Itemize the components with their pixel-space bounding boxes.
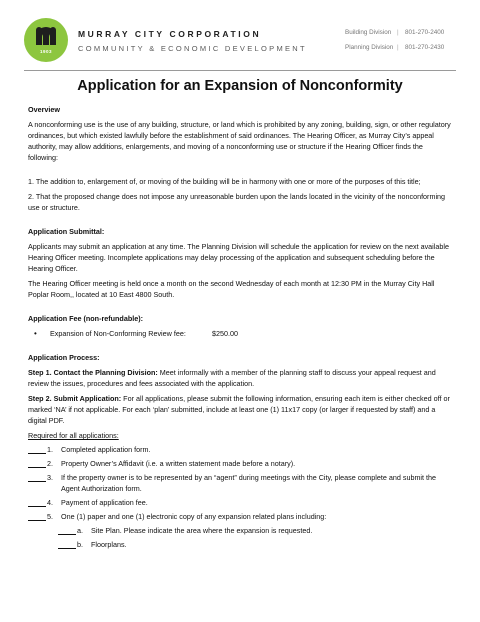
header-divider — [24, 70, 456, 71]
check-blank[interactable] — [58, 525, 76, 535]
page-title: Application for an Expansion of Nonconformity — [77, 78, 403, 94]
fee-amount: $250.00 — [212, 329, 238, 338]
murray-city-logo — [24, 18, 68, 62]
contact-row — [345, 44, 444, 59]
overview-heading: Overview — [28, 105, 60, 114]
logo-year: 1903 — [39, 49, 52, 54]
fee-heading: Application Fee (non-refundable): — [28, 314, 143, 323]
logo-m-mark — [33, 27, 59, 45]
checklist-item — [28, 511, 453, 522]
contact-label: Building Division — [345, 29, 392, 36]
required-heading: Required for all applications: — [28, 431, 119, 440]
checklist-item — [28, 472, 453, 494]
item-text: If the property owner is to be represented by an “agent” during meetings with the City, please complete and submit the Agent Authorization form. — [61, 473, 437, 493]
item-letter: b. — [77, 540, 83, 549]
step-1-title: Step 1. Contact the Planning Division: — [28, 368, 158, 377]
check-blank[interactable] — [58, 539, 76, 549]
check-blank[interactable] — [28, 511, 46, 521]
item-text: One (1) paper and one (1) electronic copy of any expansion related plans including: — [61, 512, 327, 521]
checklist-item — [28, 458, 453, 469]
contact-label: Planning Division — [345, 44, 394, 51]
step-2 — [28, 393, 453, 426]
contact-list — [345, 29, 444, 59]
submittal-heading: Application Submittal: — [28, 227, 105, 236]
contact-row — [345, 29, 444, 44]
org-name: MURRAY CITY CORPORATION — [78, 29, 262, 39]
check-blank[interactable] — [28, 458, 46, 468]
process-heading: Application Process: — [28, 353, 100, 362]
check-blank[interactable] — [28, 444, 46, 454]
fee-row — [34, 328, 453, 339]
item-letter: a. — [77, 526, 83, 535]
item-number: 5. — [47, 512, 53, 521]
overview-point-2: 2. That the proposed change does not impose any unreasonable burden upon the lands located in the vicinity of the nonconforming use or structure. — [28, 192, 446, 212]
checklist-sub-item — [58, 539, 453, 550]
fee-label: Expansion of Non-Conforming Review fee: — [50, 329, 186, 338]
step-2-text: For all applications, please submit the following information, ensuring each item is either checked off or marked ‘NA’ if not applicable. For each ‘plan’ submitted, include at least one (1) 11x17 copy (or larger if requested by staff) and a digital PDF. — [28, 394, 450, 425]
checklist-item — [28, 497, 453, 508]
step-1 — [28, 367, 453, 389]
checklist-sub-item — [58, 525, 453, 536]
step-1-text: Meet informally with a member of the planning staff to discuss your appeal request and review the issues, procedures and fees associated with the application. — [28, 368, 436, 388]
item-text: Completed application form. — [61, 445, 151, 454]
item-number: 3. — [47, 473, 53, 482]
submittal-text-1: Applicants may submit an application at any time. The Planning Division will schedule the application for review on the next available Hearing Officer meeting. Incomplete applications may delay processing of the application and subsequent scheduling before the Hearing Officer. — [28, 242, 449, 273]
document-body — [28, 104, 453, 550]
check-blank[interactable] — [28, 497, 46, 507]
item-number: 2. — [47, 459, 53, 468]
checklist-item — [28, 444, 453, 455]
contact-separator: | — [397, 44, 399, 51]
item-number: 1. — [47, 445, 53, 454]
overview-point-1: 1. The addition to, enlargement of, or moving of the building will be in harmony with one or more of the purposes of this title; — [28, 177, 421, 186]
overview-text: A nonconforming use is the use of any building, structure, or land which is prohibited by any zoning, building, sign, or other regulatory ordinances, but which existed lawfully before the establishment of said ordinances. The Hearing Officer, as Murray City’s appeal authority, may allow additions, enlargements, and moving of a nonconforming use or structure if the Hearing Officer finds the following: — [28, 120, 451, 162]
bullet-icon: • — [34, 329, 37, 338]
org-subtitle: COMMUNITY & ECONOMIC DEVELOPMENT — [78, 44, 307, 53]
check-blank[interactable] — [28, 472, 46, 482]
contact-phone: 801-270-2400 — [405, 29, 445, 36]
contact-phone: 801-270-2430 — [405, 44, 445, 51]
item-text: Site Plan. Please indicate the area where the expansion is requested. — [91, 526, 313, 535]
item-number: 4. — [47, 498, 53, 507]
submittal-text-2: The Hearing Officer meeting is held once a month on the second Wednesday of each month at 12:30 PM in the Murray City Hall Poplar Room,, located at 10 East 4800 South. — [28, 279, 435, 299]
item-text: Floorplans. — [91, 540, 127, 549]
item-text: Property Owner’s Affidavit (i.e. a written statement made before a notary). — [61, 459, 296, 468]
item-text: Payment of application fee. — [61, 498, 148, 507]
contact-separator: | — [397, 29, 399, 36]
step-2-title: Step 2. Submit Application: — [28, 394, 122, 403]
